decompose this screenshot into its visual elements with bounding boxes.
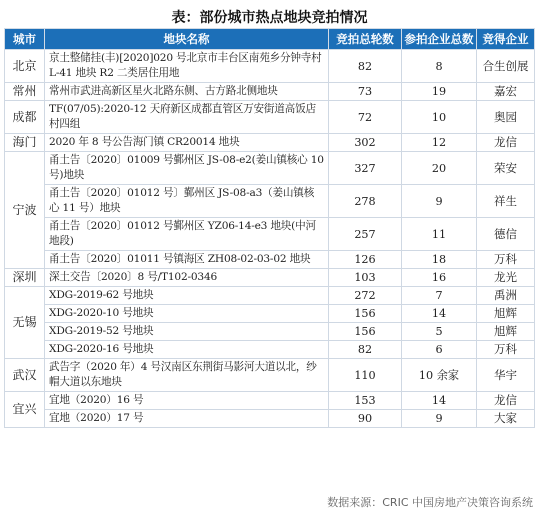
land-name-cell: 甬土告〔2020〕01012 号〕鄞州区 JS-08-a3（姜山镇核心 11 号）地块: [45, 185, 329, 218]
winner-cell: 旭辉: [477, 323, 535, 341]
land-name-cell: 京土整储挂(丰)[2020]020 号北京市丰台区南苑乡分钟寺村 L-41 地块 R2 二类居住用地: [45, 50, 329, 83]
land-name-cell: 深土交告〔2020〕8 号/T102-0346: [45, 269, 329, 287]
winner-cell: 嘉宏: [477, 83, 535, 101]
city-cell: 北京: [5, 50, 45, 83]
rounds-cell: 156: [329, 323, 402, 341]
bidders-cell: 7: [402, 287, 477, 305]
winner-cell: 龙光: [477, 269, 535, 287]
table-row: [5, 152, 535, 185]
bidders-cell: 11: [402, 218, 477, 251]
rounds-cell: 327: [329, 152, 402, 185]
winner-cell: 祥生: [477, 185, 535, 218]
rounds-cell: 90: [329, 410, 402, 428]
column-header-winner: 竞得企业: [477, 29, 535, 50]
bidders-cell: 10 余家: [402, 359, 477, 392]
table-row: [5, 134, 535, 152]
city-cell: 成都: [5, 101, 45, 134]
land-name-cell: 宜地（2020）16 号: [45, 392, 329, 410]
rounds-cell: 82: [329, 341, 402, 359]
table-row: [5, 392, 535, 410]
land-name-cell: 甬土告〔2020〕01011 号镇海区 ZH08-02-03-02 地块: [45, 251, 329, 269]
city-cell: 宁波: [5, 152, 45, 269]
winner-cell: 旭辉: [477, 305, 535, 323]
table-row: [5, 269, 535, 287]
rounds-cell: 110: [329, 359, 402, 392]
winner-cell: 万科: [477, 341, 535, 359]
bidders-cell: 16: [402, 269, 477, 287]
table-title: 表：部份城市热点地块竞拍情况: [171, 10, 368, 26]
land-name-cell: 2020 年 8 号公告海门镇 CR20014 地块: [45, 134, 329, 152]
land-name-cell: 甬土告〔2020〕01012 号鄞州区 YZ06-14-e3 地块(中河地段): [45, 218, 329, 251]
winner-cell: 禹洲: [477, 287, 535, 305]
land-name-cell: TF(07/05):2020-12 天府新区成都直管区万安街道高饭店村四组: [45, 101, 329, 134]
bidders-cell: 9: [402, 185, 477, 218]
column-header-land-name: 地块名称: [45, 29, 329, 50]
rounds-cell: 302: [329, 134, 402, 152]
bidders-cell: 20: [402, 152, 477, 185]
table-row: [5, 359, 535, 392]
winner-cell: 万科: [477, 251, 535, 269]
city-cell: 深圳: [5, 269, 45, 287]
city-cell: 武汉: [5, 359, 45, 392]
table-row: [5, 101, 535, 134]
winner-cell: 奥园: [477, 101, 535, 134]
winner-cell: 龙信: [477, 134, 535, 152]
table-body: [5, 50, 535, 428]
land-name-cell: 甬土告〔2020〕01009 号鄞州区 JS-08-e2(姜山镇核心 10 号)地块: [45, 152, 329, 185]
table-header-row: [5, 29, 535, 50]
bidders-cell: 19: [402, 83, 477, 101]
data-source-note: 数据来源：CRIC 中国房地产决策咨询系统: [327, 496, 533, 509]
winner-cell: 合生创展: [477, 50, 535, 83]
land-name-cell: 常州市武进高新区星火北路东侧、古方路北侧地块: [45, 83, 329, 101]
rounds-cell: 73: [329, 83, 402, 101]
winner-cell: 大家: [477, 410, 535, 428]
city-cell: 海门: [5, 134, 45, 152]
rounds-cell: 126: [329, 251, 402, 269]
land-name-cell: 武告字（2020 年）4 号汉南区东荆街马影河大道以北，纱帽大道以东地块: [45, 359, 329, 392]
winner-cell: 华宇: [477, 359, 535, 392]
land-name-cell: XDG-2019-52 号地块: [45, 323, 329, 341]
bidders-cell: 18: [402, 251, 477, 269]
table-row: [5, 323, 535, 341]
land-name-cell: 宜地（2020）17 号: [45, 410, 329, 428]
rounds-cell: 278: [329, 185, 402, 218]
land-name-cell: XDG-2020-16 号地块: [45, 341, 329, 359]
table-row: [5, 305, 535, 323]
bidders-cell: 9: [402, 410, 477, 428]
table-row: [5, 218, 535, 251]
city-cell: 宜兴: [5, 392, 45, 428]
city-cell: 无锡: [5, 287, 45, 359]
winner-cell: 德信: [477, 218, 535, 251]
bidders-cell: 12: [402, 134, 477, 152]
bidders-cell: 5: [402, 323, 477, 341]
table-row: [5, 410, 535, 428]
table-row: [5, 50, 535, 83]
rounds-cell: 82: [329, 50, 402, 83]
column-header-city: 城市: [5, 29, 45, 50]
rounds-cell: 72: [329, 101, 402, 134]
table-row: [5, 185, 535, 218]
winner-cell: 荣安: [477, 152, 535, 185]
rounds-cell: 257: [329, 218, 402, 251]
land-name-cell: XDG-2019-62 号地块: [45, 287, 329, 305]
column-header-rounds: 竞拍总轮数: [329, 29, 402, 50]
bidders-cell: 14: [402, 305, 477, 323]
bidders-cell: 10: [402, 101, 477, 134]
rounds-cell: 156: [329, 305, 402, 323]
table-row: [5, 341, 535, 359]
city-cell: 常州: [5, 83, 45, 101]
land-name-cell: XDG-2020-10 号地块: [45, 305, 329, 323]
bidders-cell: 6: [402, 341, 477, 359]
rounds-cell: 272: [329, 287, 402, 305]
table-row: [5, 251, 535, 269]
rounds-cell: 153: [329, 392, 402, 410]
bidders-cell: 14: [402, 392, 477, 410]
winner-cell: 龙信: [477, 392, 535, 410]
column-header-bidders: 参拍企业总数: [402, 29, 477, 50]
table-row: [5, 287, 535, 305]
bidders-cell: 8: [402, 50, 477, 83]
land-auction-table: [4, 28, 535, 428]
rounds-cell: 103: [329, 269, 402, 287]
table-row: [5, 83, 535, 101]
